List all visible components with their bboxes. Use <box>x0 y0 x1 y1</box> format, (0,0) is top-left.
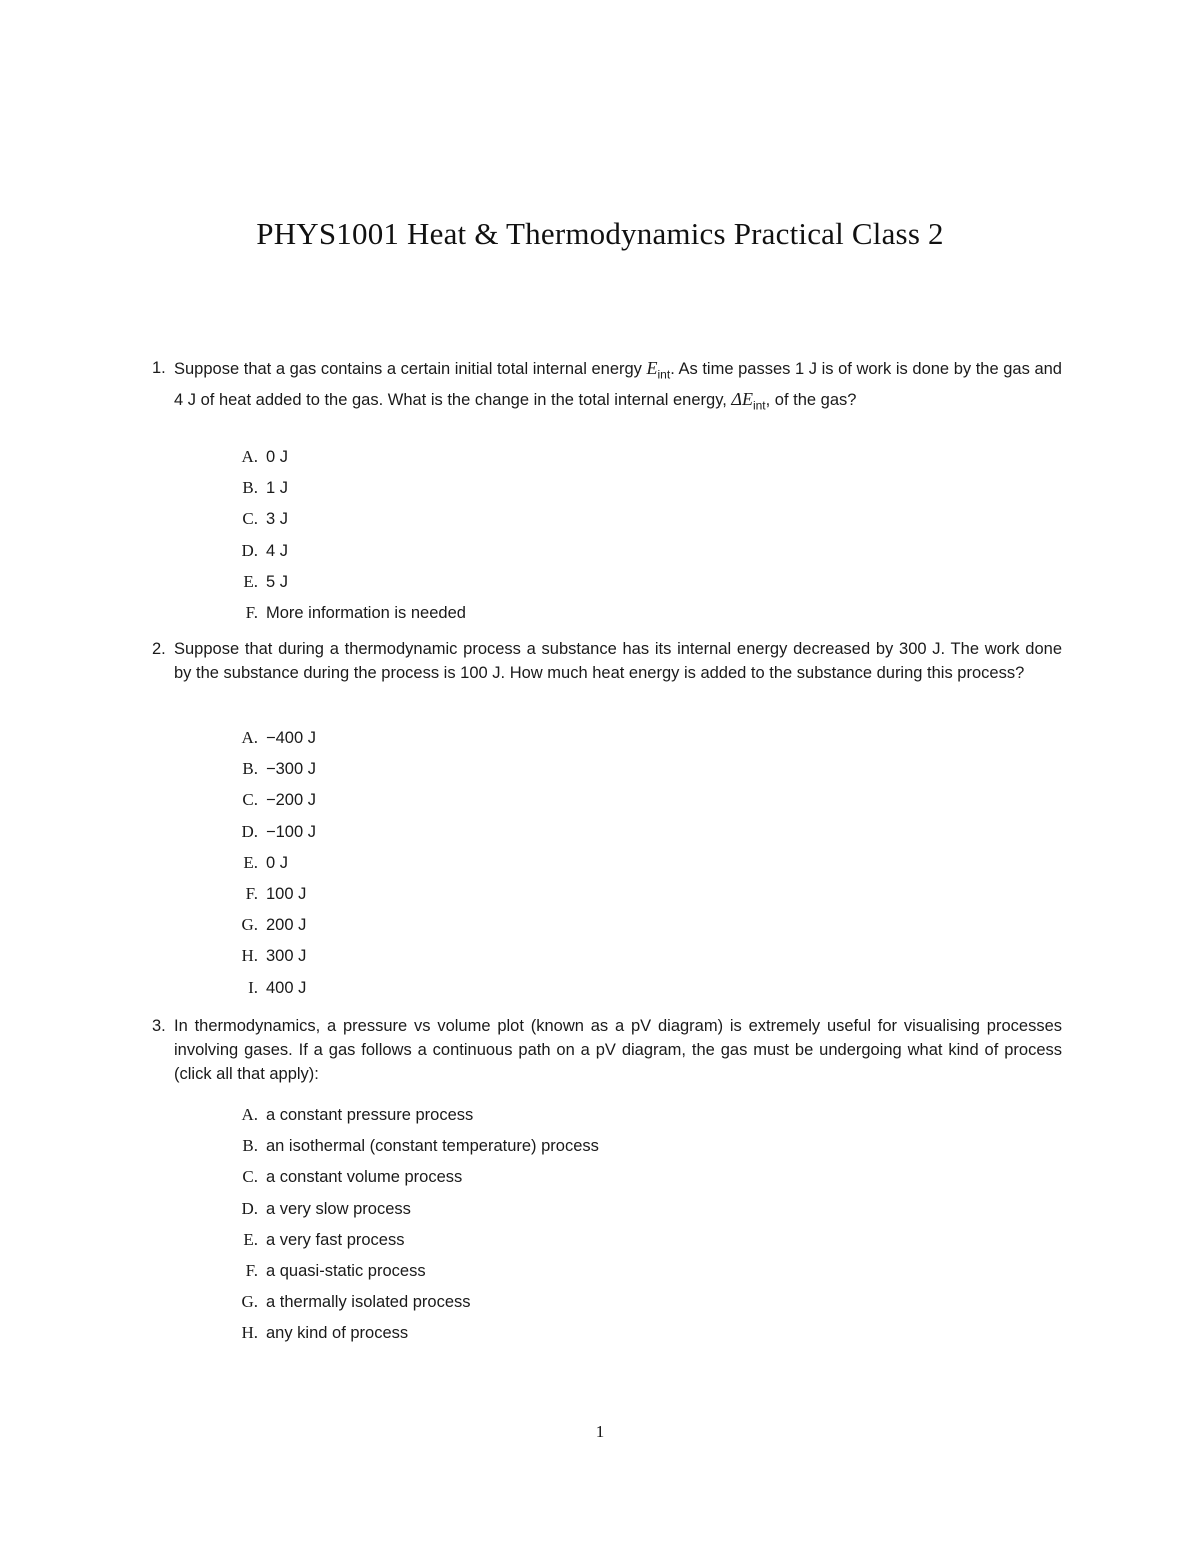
answer-option[interactable]: G. a thermally isolated process <box>241 1292 471 1312</box>
answer-option[interactable]: E. 0 J <box>243 852 289 872</box>
answer-option[interactable]: D. −100 J <box>241 821 316 841</box>
answer-option[interactable]: C. a constant volume process <box>242 1167 463 1187</box>
symbol-e-int: $E_{int}$ <box>646 358 671 382</box>
answer-option[interactable]: E. 5 J <box>243 571 289 591</box>
answer-option[interactable]: A. −400 J <box>241 728 316 747</box>
question-text: In thermodynamics, a pressure vs volume plot (known as a pV diagram) is extremely useful for visualising processes involving gases. If a gas follows a continuous path on a pV diagram, the gas must be undergoing what kind of process (click all that apply): <box>174 1017 1062 1083</box>
answer-option[interactable]: A. 0 J <box>241 447 289 466</box>
answer-options <box>228 722 316 1003</box>
answer-option[interactable]: D. 4 J <box>241 540 289 560</box>
answer-option[interactable]: B. −300 J <box>242 759 316 779</box>
symbol-delta-e-int: $\Delta E_{int}$ <box>731 388 766 413</box>
answer-option[interactable]: F. More information is needed <box>245 602 466 622</box>
question-2 <box>152 637 1062 997</box>
page-number: 1 <box>595 1422 605 1441</box>
answer-option[interactable]: A. a constant pressure process <box>241 1105 474 1124</box>
answer-option[interactable]: F. 100 J <box>245 883 307 903</box>
question-text: Suppose that during a thermodynamic process a substance has its internal energy decreased by 300 J. The work done by the substance during the process is 100 J. How much heat energy is added to the substance during this process? <box>174 640 1062 682</box>
answer-option[interactable]: I. 400 J <box>248 977 307 997</box>
answer-option[interactable]: G. 200 J <box>241 915 307 935</box>
answer-option[interactable]: H. any kind of process <box>241 1323 409 1343</box>
question-number: 3. <box>152 1017 166 1035</box>
answer-option[interactable]: C. 3 J <box>242 509 289 529</box>
answer-options <box>228 1099 599 1349</box>
question-text: Suppose that a gas contains a certain initial total internal energy $E_{int}$. As time passes 1 J is of work is done by the gas and 4 J of heat added to the gas. What is the change in the total internal energy, $\Delta E_{int}$, of the gas? <box>174 358 1062 413</box>
answer-option[interactable]: C. −200 J <box>242 790 316 810</box>
answer-option[interactable]: H. 300 J <box>241 946 307 966</box>
question-1 <box>152 356 1062 622</box>
answer-option[interactable]: B. 1 J <box>242 478 289 498</box>
document-title: PHYS1001 Heat & Thermodynamics Practical Class 2 <box>256 216 944 251</box>
question-3 <box>152 1014 1062 1343</box>
question-number: 1. <box>152 359 166 377</box>
answer-options <box>228 441 466 628</box>
answer-option[interactable]: B. an isothermal (constant temperature) process <box>242 1136 599 1156</box>
question-number: 2. <box>152 640 166 658</box>
answer-option[interactable]: E. a very fast process <box>243 1229 405 1249</box>
answer-option[interactable]: F. a quasi-static process <box>245 1260 426 1280</box>
answer-option[interactable]: D. a very slow process <box>241 1198 411 1218</box>
